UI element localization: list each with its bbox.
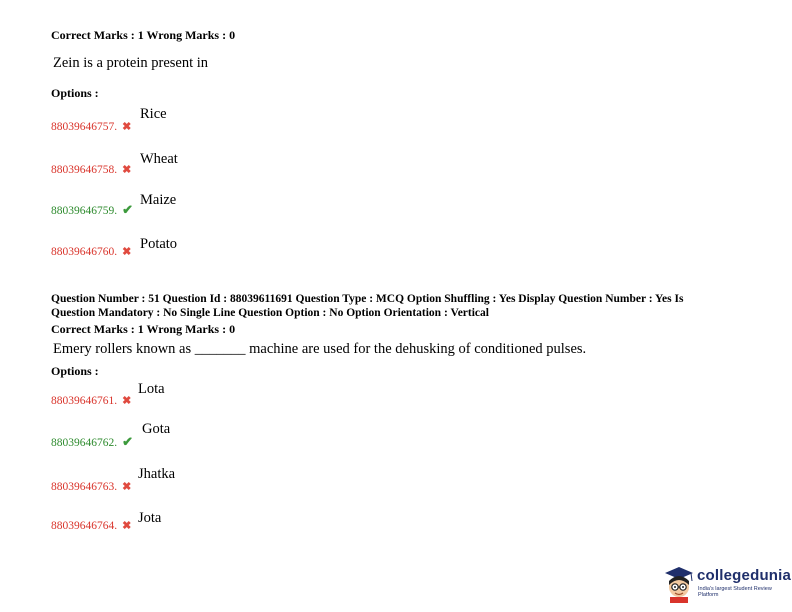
q2-option-3-text: Jhatka [138, 466, 176, 482]
cross-icon: ✖ [122, 394, 132, 407]
cross-icon: ✖ [122, 245, 132, 258]
option-id: 88039646762. [51, 437, 118, 449]
q2-option-4-text: Jota [138, 510, 162, 526]
q2-option-2-text: Gota [142, 421, 171, 437]
q2-option-2 [51, 433, 133, 451]
q2-option-1 [51, 391, 131, 409]
q2-option-1-text: Lota [138, 381, 165, 397]
cross-icon: ✖ [122, 163, 132, 176]
q1-question-text: Zein is a protein present in [53, 55, 209, 71]
mascot-icon [662, 563, 696, 603]
q1-option-4-text: Potato [140, 236, 178, 252]
option-id: 88039646761. [51, 395, 118, 407]
q2-meta-line-1: Question Number : 51 Question Id : 88039611691 Question Type : MCQ Option Shuffling : Yes Display Question Number : Yes Is [51, 293, 684, 305]
q1-option-4 [51, 242, 131, 260]
q2-marks-line: Correct Marks : 1 Wrong Marks : 0 [51, 322, 236, 336]
q2-option-4 [51, 516, 131, 534]
q2-question-text: Emery rollers known as _______ machine are used for the dehusking of conditioned pulses. [53, 341, 587, 357]
cross-icon: ✖ [122, 519, 132, 532]
q2-option-3 [51, 477, 131, 495]
q1-option-1-text: Rice [140, 106, 167, 122]
cross-icon: ✖ [122, 480, 132, 493]
q1-option-3 [51, 201, 133, 219]
check-icon: ✔ [122, 202, 134, 218]
check-icon: ✔ [122, 434, 134, 450]
q1-option-1 [51, 117, 131, 135]
collegedunia-logo[interactable] [662, 563, 792, 603]
q1-marks-line: Correct Marks : 1 Wrong Marks : 0 [51, 28, 236, 42]
option-id: 88039646759. [51, 205, 118, 217]
option-id: 88039646760. [51, 246, 118, 258]
q2-options-label: Options : [51, 364, 99, 378]
cross-icon: ✖ [122, 120, 132, 133]
q1-option-2 [51, 160, 131, 178]
q1-option-2-text: Wheat [140, 151, 178, 167]
option-id: 88039646757. [51, 121, 118, 133]
q1-options-label: Options : [51, 86, 99, 100]
logo-name: collegedunia [697, 567, 792, 584]
logo-tagline: India's largest Student Review Platform [698, 586, 772, 598]
option-id: 88039646763. [51, 481, 118, 493]
option-id: 88039646758. [51, 164, 118, 176]
option-id: 88039646764. [51, 520, 118, 532]
q2-meta-line-2: Question Mandatory : No Single Line Question Option : No Option Orientation : Vertical [51, 307, 489, 319]
q1-option-3-text: Maize [140, 192, 177, 208]
